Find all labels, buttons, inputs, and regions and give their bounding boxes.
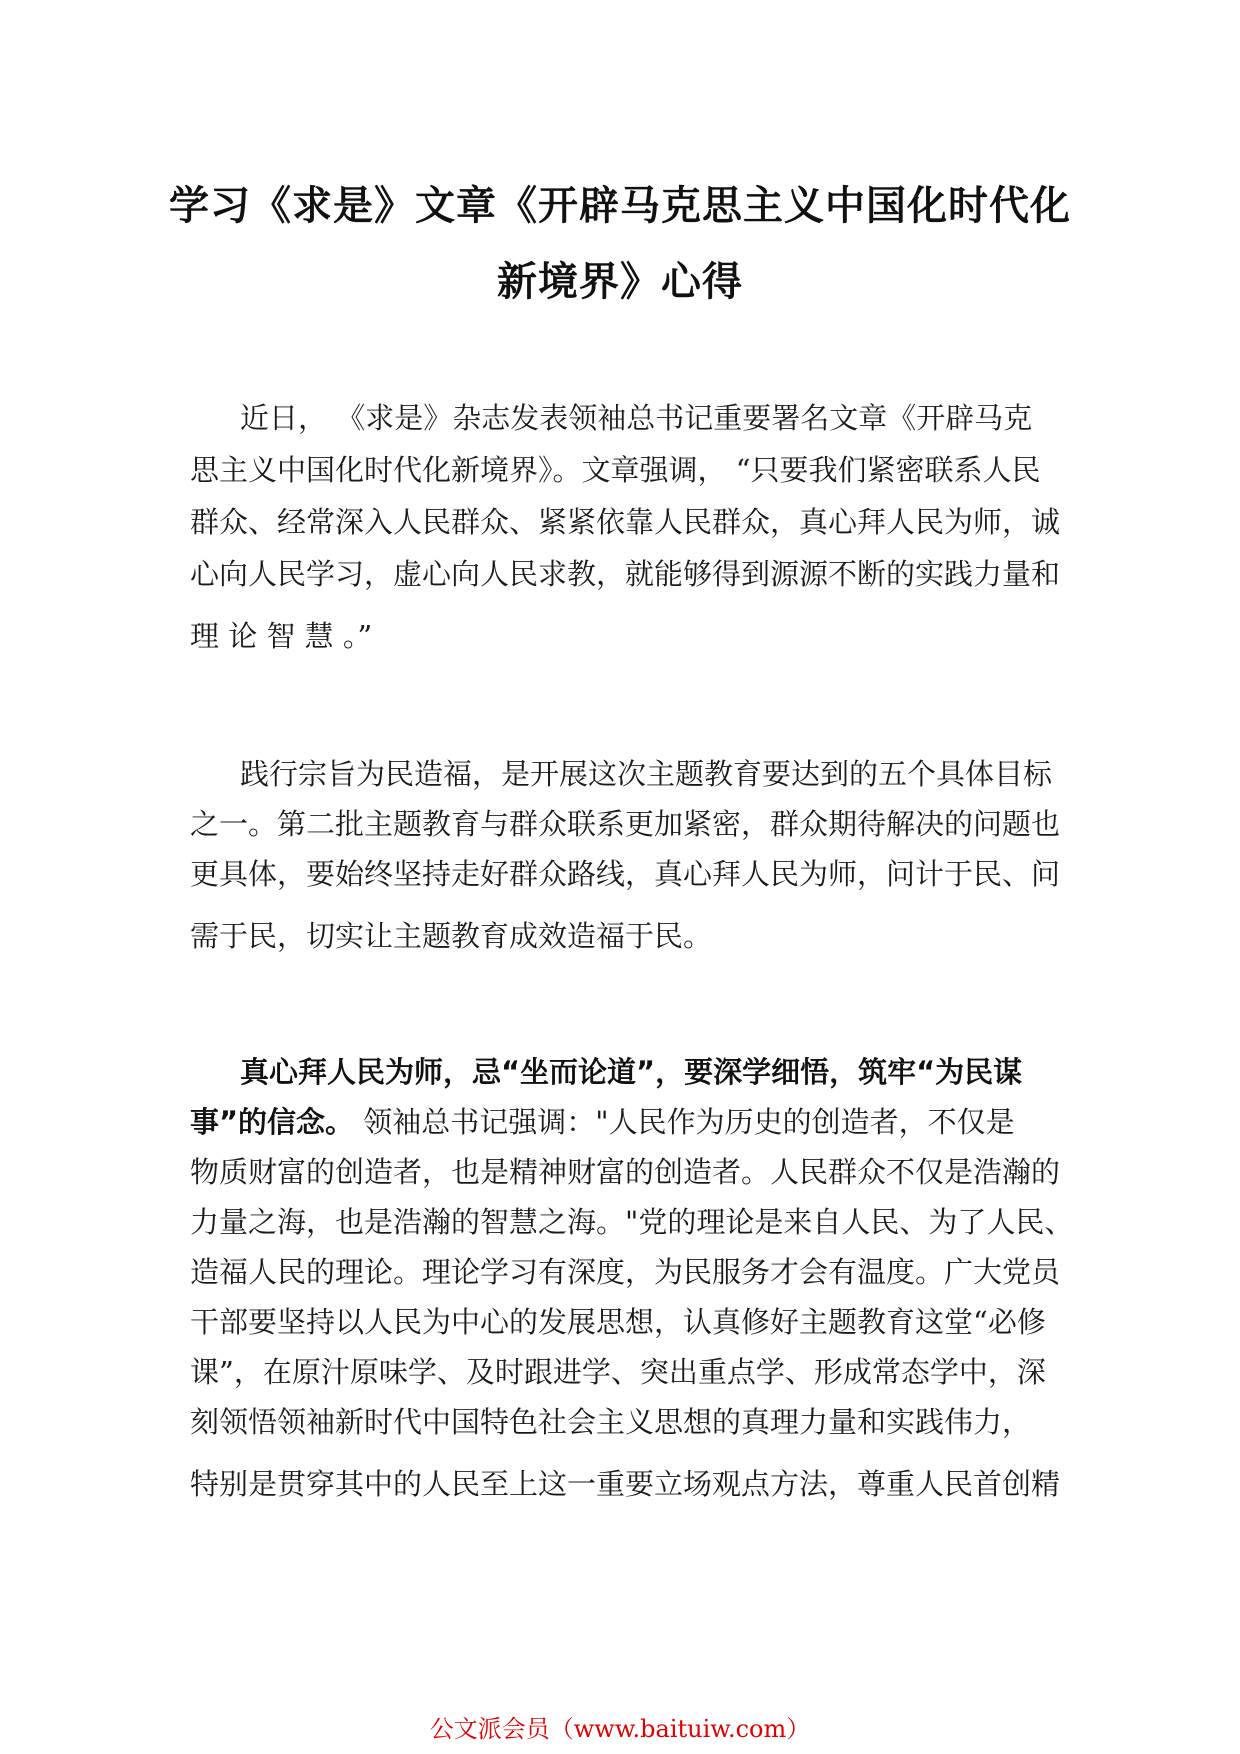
paragraph-1-line-1: 近日， 《求是》杂志发表领袖总书记重要署名文章《开辟马克: [240, 401, 1033, 435]
paragraph-3-line-9: 特别是贯穿其中的人民至上这一重要立场观点方法，尊重人民首创精: [190, 1467, 1061, 1501]
paragraph-2-line-2: 之一。第二批主题教育与群众联系更加紧密，群众期待解决的问题也: [190, 807, 1061, 841]
footer-watermark: 公文派会员（www.baituiw.com）: [429, 1715, 811, 1743]
paragraph-3-line-5: 造福人民的理论。理论学习有深度，为民服务才会有温度。广大党员: [190, 1255, 1061, 1289]
paragraph-3-line-2-text: 领袖总书记强调："人民作为历史的创造者，不仅是: [354, 1105, 1015, 1139]
paragraph-1-line-3: 群众、经常深入人民群众、紧紧依靠人民群众，真心拜人民为师，诚: [190, 505, 1061, 539]
paragraph-1-line-5: 理 论 智 慧 。”: [190, 619, 373, 653]
paragraph-3-heading-line-2: 事”的信念。: [190, 1105, 355, 1139]
paragraph-2-line-3: 更具体，要始终坚持走好群众路线，真心拜人民为师，问计于民、问: [190, 857, 1061, 891]
paragraph-1-line-4: 心向人民学习，虚心向人民求教，就能够得到源源不断的实践力量和: [190, 557, 1061, 591]
paragraph-3-line-7: 课”，在原汁原味学、及时跟进学、突出重点学、形成常态学中，深: [190, 1355, 1046, 1389]
paragraph-3-line-3: 物质财富的创造者，也是精神财富的创造者。人民群众不仅是浩瀚的: [190, 1155, 1061, 1189]
document-title-line-1: 学习《求是》文章《开辟马克思主义中国化时代化: [169, 183, 1071, 229]
paragraph-2-line-4: 需于民，切实让主题教育成效造福于民。: [190, 919, 713, 953]
paragraph-1-line-2: 思主义中国化时代化新境界》。文章强调， “只要我们紧密联系人民: [190, 453, 1041, 487]
paragraph-3-line-2: [190, 1104, 1015, 1140]
paragraph-2-line-1: 践行宗旨为民造福，是开展这次主题教育要达到的五个具体目标: [240, 757, 1053, 791]
paragraph-3-line-4: 力量之海，也是浩瀚的智慧之海。"党的理论是来自人民、为了人民、: [190, 1205, 1074, 1239]
paragraph-3-line-8: 刻领悟领袖新时代中国特色社会主义思想的真理力量和实践伟力，: [190, 1405, 1032, 1439]
paragraph-3-heading-line-1: 真心拜人民为师，忌“坐而论道”，要深学细悟，筑牢“为民谋: [240, 1055, 1023, 1089]
paragraph-3-line-6: 干部要坚持以人民为中心的发展思想，认真修好主题教育这堂“必修: [190, 1305, 1046, 1339]
document-title-line-2: 新境界》心得: [497, 259, 743, 305]
